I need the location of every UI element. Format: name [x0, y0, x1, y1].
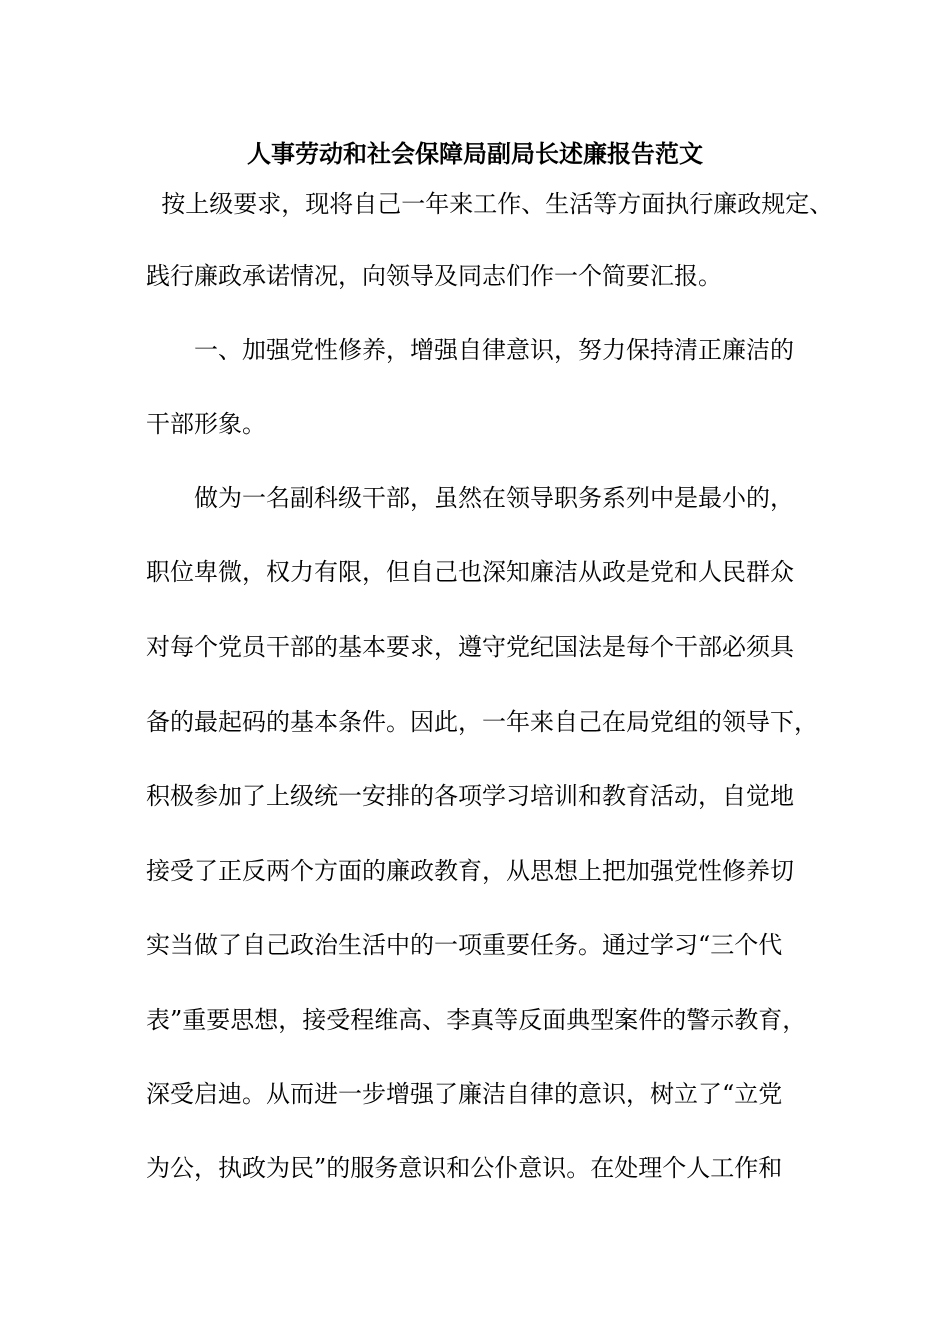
document-title: 人事劳动和社会保障局副局长述廉报告范文	[247, 139, 703, 168]
paragraph-line: 做为一名副科级干部，虽然在领导职务系列中是最小的，	[194, 484, 794, 512]
paragraph-line: 为公，执政为民”的服务意识和公仆意识。在处理个人工作和	[146, 1154, 783, 1182]
paragraph-line: 积极参加了上级统一安排的各项学习培训和教育活动，自觉地	[146, 782, 794, 810]
paragraph-line: 职位卑微，权力有限，但自己也深知廉洁从政是党和人民群众	[146, 558, 794, 586]
section-heading-line: 干部形象。	[146, 410, 266, 438]
paragraph-line: 表”重要思想，接受程维高、李真等反面典型案件的警示教育，	[146, 1006, 807, 1034]
paragraph-line: 按上级要求，现将自己一年来工作、生活等方面执行廉政规定、	[146, 190, 834, 218]
paragraph-line: 实当做了自己政治生活中的一项重要任务。通过学习“三个代	[146, 931, 783, 959]
paragraph-line: 践行廉政承诺情况，向领导及同志们作一个简要汇报。	[146, 262, 722, 290]
paragraph-line: 接受了正反两个方面的廉政教育，从思想上把加强党性修养切	[146, 857, 794, 885]
section-heading-line: 一、加强党性修养，增强自律意识，努力保持清正廉洁的	[194, 336, 794, 364]
paragraph-line: 备的最起码的基本条件。因此，一年来自己在局党组的领导下，	[146, 708, 818, 736]
paragraph-line: 深受启迪。从而进一步增强了廉洁自律的意识，树立了“立党	[146, 1080, 783, 1108]
paragraph-line: 对每个党员干部的基本要求，遵守党纪国法是每个干部必须具	[146, 633, 794, 661]
